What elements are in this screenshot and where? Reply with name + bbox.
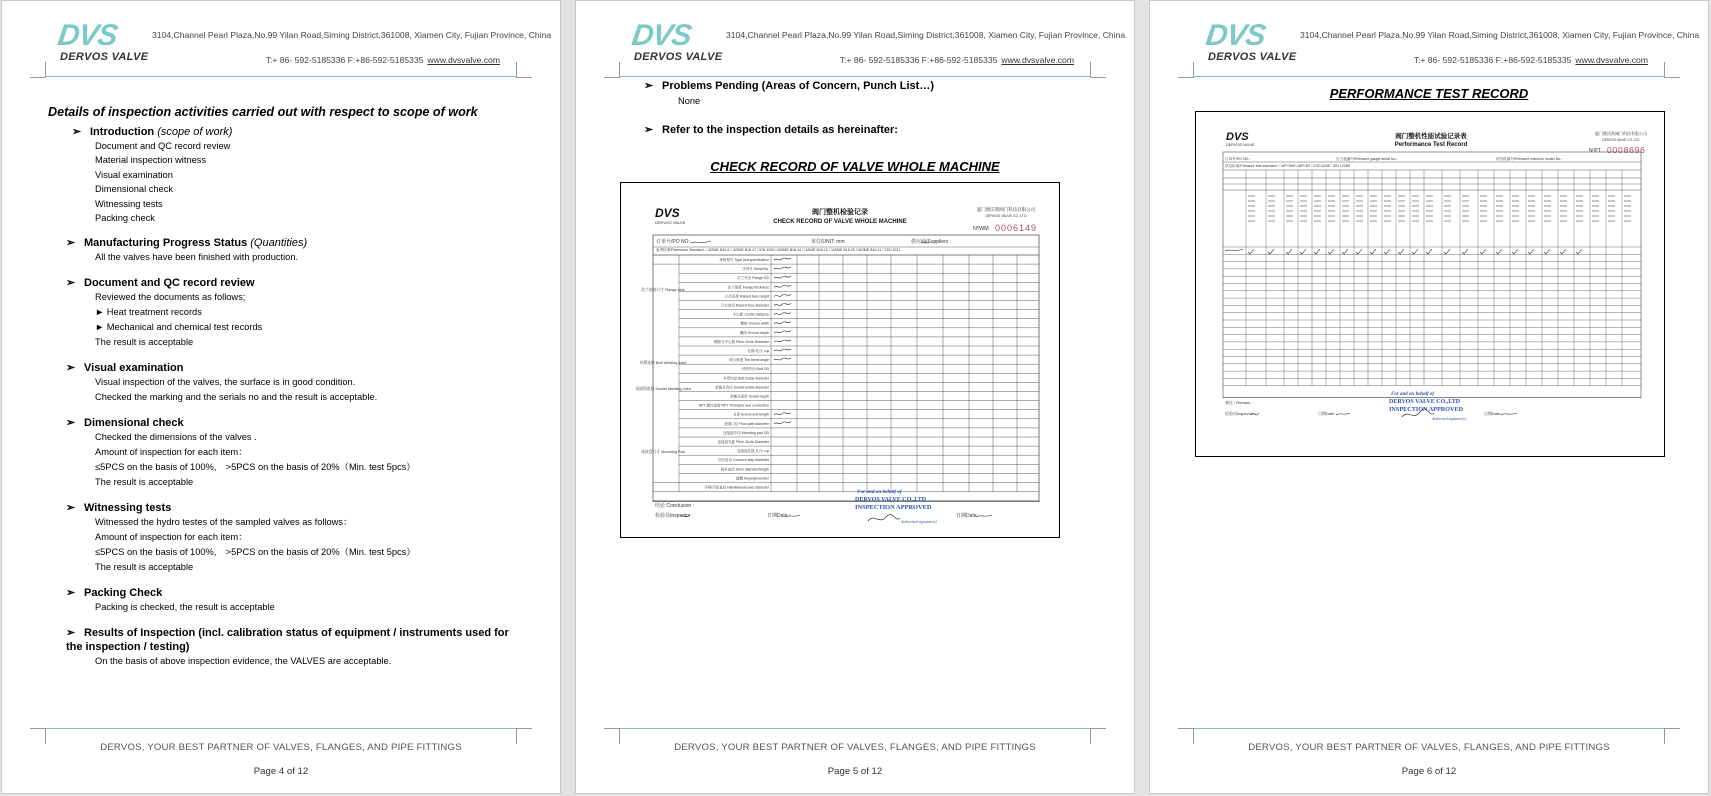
scan-row-label: 槽宽 Groove width (740, 321, 769, 326)
section-results-of-inspection (48, 626, 518, 669)
handwritten-check (1426, 249, 1432, 254)
scan-company-en: DERVOS VALVE CO.,LTD (985, 214, 1027, 218)
logo-mark: DVS (55, 19, 120, 52)
handwritten-check (1576, 249, 1582, 254)
heading-text: Document and QC record review (84, 277, 255, 290)
section-line: Visual examination (95, 169, 173, 180)
handwritten-mark (774, 276, 791, 278)
footer-rule (1194, 728, 1664, 729)
scan-logo-sub: DERVOS VALVE (1226, 143, 1255, 147)
scan-group-pad: 连接盘尺寸 Mounting Pad (641, 450, 685, 454)
refer-heading (644, 123, 1104, 137)
header-tel: T:+ 86- 592-5185336 F:+86-592-5185335 (839, 55, 998, 65)
page-title: Details of inspection activities carried out with respect to scope of work (48, 105, 478, 119)
page-number: Page 6 of 12 (1401, 766, 1457, 777)
section-line: ► Heat treatment records (95, 307, 202, 318)
stamp-line-1: For and on behalf of (1391, 392, 1435, 397)
handwritten-mark (774, 294, 791, 296)
header-rule (620, 76, 1090, 77)
scan-row-label: 槽深 Groove depth (739, 330, 769, 335)
arrow-bullet-icon: ➢ (66, 277, 76, 290)
company-logo (55, 19, 149, 65)
arrow-bullet-icon: ➢ (66, 502, 76, 515)
scan-row-label: 承插孔内径 Socket inside diameter (715, 385, 769, 390)
page-5 (575, 0, 1135, 794)
arrow-bullet-icon: ➢ (644, 80, 654, 92)
page-4-content (48, 105, 518, 669)
handwritten-check (1560, 249, 1566, 254)
page-6 (1149, 0, 1709, 794)
scan-ref-standard: 参考标准/Reference Standard: ☐ASME B16.5 ☐ASME B16.47 ☐EN 1092 ☑ASME B16.34 ☐ASME B16.10 ☐ASME B16.25 ☐ASME B16.11 ☐ISO 5211 (656, 248, 901, 252)
scan-title-en: CHECK RECORD OF VALVE WHOLE MACHINE (773, 219, 907, 225)
handwritten-mark (774, 285, 791, 287)
corner-mark (1664, 62, 1680, 78)
header-website-link[interactable]: www.dvsvalve.com (1575, 55, 1648, 65)
heading-text: Dimensional check (84, 417, 184, 430)
scan-title-en: Performance Test Record (1394, 142, 1468, 148)
scan-date-2: 日期Date : (1484, 411, 1503, 416)
header-website-link[interactable]: www.dvsvalve.com (1001, 55, 1074, 65)
heading-text: Packing Check (84, 587, 163, 600)
performance-test-record-scan (1195, 111, 1665, 457)
handwritten-check (1248, 249, 1254, 254)
corner-mark (1178, 62, 1194, 78)
handwritten-values (1225, 249, 1582, 415)
corner-mark (30, 62, 46, 78)
scan-table-grid (1223, 152, 1641, 398)
arrow-bullet-icon: ➢ (66, 587, 76, 600)
section-line: Packing check (95, 213, 155, 224)
scan-date-2: 日期Date : (956, 513, 980, 519)
scan-title-cn: 阀门整机检验记录 (812, 209, 868, 216)
problems-value: None (678, 96, 701, 106)
scan-row-label: NPT 蟺纹连接 NPT Threaded and connection (698, 403, 769, 408)
scan-border (1223, 152, 1641, 398)
logo-name: DERVOS VALVE (634, 51, 723, 63)
scan-no-label: NºPT (1589, 148, 1601, 154)
header-address: 3104,Channel Pearl Plaza,No.99 Yilan Road,Siming District,361008, Xiamen City, Fujian Province, China (152, 30, 552, 40)
handwritten-check (1356, 249, 1362, 254)
stamp-line-3: INSPECTION APPROVED (855, 504, 932, 511)
scan-logo: DVS (655, 206, 680, 220)
scan-logo-sub: DERVOS VALVE (655, 220, 686, 225)
handwritten-mark (1501, 413, 1517, 415)
stamp-line-4: Authorized signature(s) (901, 520, 937, 524)
scan-row-label: 阀杆直径 Stem diameter/length (720, 467, 769, 472)
handwritten-check (1512, 249, 1518, 254)
heading-text: Introduction (90, 126, 155, 138)
heading-text: Results of Inspection (incl. calibration status of equipment / instruments used for the inspection / testing) (66, 627, 509, 654)
scan-row-label: 键槽 Keyway/number (735, 476, 769, 481)
handwritten-mark (774, 340, 791, 342)
section-line: Checked the marking and the serials no and the result is acceptable. (95, 392, 378, 403)
scan-row-label: 连接盘孔数-孔径 n-φ (736, 449, 769, 454)
logo-name: DERVOS VALVE (60, 51, 149, 63)
scan-border (653, 235, 1039, 502)
section-line: All the valves have been finished with production. (95, 252, 299, 263)
handwritten-mark (774, 349, 791, 351)
scan-row-label: 长度 End-to-end length (733, 412, 769, 417)
scan-row-label: 承插孔深度 Socket depth (730, 394, 769, 399)
handwritten-check (1528, 249, 1534, 254)
handwritten-mark (774, 313, 791, 315)
section-document-review (48, 276, 518, 350)
section-line: Visual inspection of the valves, the surface is in good condition. (95, 377, 356, 388)
section-heading (66, 236, 518, 250)
arrow-bullet-icon: ➢ (66, 417, 76, 430)
handwritten-check (1328, 249, 1334, 254)
section-dimensional-check (48, 416, 518, 490)
handwritten-mark (774, 331, 791, 333)
section-heading (66, 361, 518, 375)
handwritten-mark (774, 258, 791, 260)
heading-text: Visual examination (84, 362, 184, 375)
scan-row-label: 对焊外径 Butt OD (741, 367, 769, 372)
page-5-content (644, 79, 1104, 137)
scan-logo: DVS (1226, 131, 1249, 143)
section-manufacturing-progress (48, 236, 518, 265)
section-line: ≤5PCS on the basis of 100%, >5PCS on the basis of 20%（Min. test 5pcs） (95, 462, 416, 473)
footer-slogan: DERVOS, YOUR BEST PARTNER OF VALVES, FLANGES, AND PIPE FITTINGS (674, 742, 1036, 753)
scan-image (1196, 112, 1664, 456)
scan-date: 日期Date : (767, 513, 791, 519)
section-line: Witnessing tests (95, 198, 163, 209)
scan-title-cn: 阀门整机性能试验记录表 (1395, 133, 1467, 140)
page-number: Page 4 of 12 (253, 766, 309, 777)
stamp-line-4: Authorized signature(s) (1432, 417, 1466, 421)
scan-company-en: DERVOS VALVE CO.,LTD (1602, 138, 1640, 142)
logo-mark: DVS (629, 19, 694, 52)
section-line: ► Mechanical and chemical test records (95, 322, 263, 333)
scan-company-cn: 厦门德沃斯阀门科技有限公司 (976, 207, 1036, 212)
corner-mark (604, 62, 620, 78)
section-line: Reviewed the documents as follows; (95, 292, 246, 303)
arrow-bullet-icon: ➢ (72, 126, 82, 138)
inspection-stamp (855, 489, 938, 524)
handwritten-check (1342, 249, 1348, 254)
header-contact (1414, 55, 1648, 65)
stamp-line-2: DERVOS VALVE CO.,LTD (855, 497, 927, 503)
header-website-link[interactable]: www.dvsvalve.com (427, 55, 500, 65)
scan-row-label: 中心距 Center distance (733, 312, 769, 317)
page-header (576, 1, 1134, 81)
scan-image (621, 183, 1059, 537)
scan-row-label: 规格型号 Type and specification (719, 258, 769, 262)
section-line: ≤5PCS on the basis of 100%, >5PCS on the basis of 20%（Min. test 5pcs） (95, 547, 416, 558)
scan-inspector: 检验员Inspector : (1225, 411, 1256, 416)
section-heading (66, 276, 518, 290)
scan-row-label: 凸台高度 Raised face height (725, 294, 769, 299)
handwritten-mark (774, 413, 791, 415)
stamp-line-3: INSPECTION APPROVED (1389, 406, 1464, 413)
scan-row-label: 连接盘外径 Mounting pad OD (723, 430, 769, 435)
section-line: Document and QC record review (95, 141, 231, 151)
scan-po-label: 订单号/PO NO.: (656, 239, 692, 245)
scan-row-label: 法兰外径 Flange OD (737, 276, 769, 281)
header-address: 3104,Channel Pearl Plaza,No.99 Yilan Road,Siming District,361008, Xiamen City, Fujian Province, China (1300, 30, 1700, 40)
page-4 (1, 0, 561, 794)
handwritten-mark (774, 322, 791, 324)
section-line: Checked the dimensions of the valves . (95, 432, 257, 443)
scan-row-label: 法兰厚度 Flange thickness (727, 285, 769, 290)
handwritten-check (1544, 249, 1550, 254)
scan-po-label: 订单号/PO NO.: (1225, 157, 1251, 161)
header-rule (46, 76, 516, 77)
header-tel: T:+ 86- 592-5185336 F:+86-592-5185335 (265, 55, 424, 65)
inspection-stamp (1389, 392, 1467, 421)
handwritten-check (1398, 249, 1404, 254)
section-line: The result is acceptable (95, 337, 194, 348)
section-heading (66, 501, 518, 515)
handwritten-check (1384, 249, 1390, 254)
scan-row-label: 序列号 Serial No. (742, 267, 769, 272)
heading-text: Witnessing tests (84, 502, 172, 515)
logo-mark: DVS (1203, 19, 1268, 52)
logo-name: DERVOS VALVE (1208, 51, 1297, 63)
footer-slogan: DERVOS, YOUR BEST PARTNER OF VALVES, FLANGES, AND PIPE FITTINGS (1248, 742, 1610, 753)
scan-no-value: 0006149 (995, 223, 1038, 233)
scan-supplier-label: 供应商/Suppliers : (911, 239, 952, 245)
scan-row-label: 流道口径 Flow path diameter (724, 421, 769, 426)
stamp-line-2: DERVOS VALVE CO.,LTD (1389, 399, 1461, 405)
handwritten-check (1496, 249, 1502, 254)
scan-group-flange: 法兰连接尺寸 Flange side (641, 288, 685, 292)
handwritten-mark (774, 267, 791, 269)
handwritten-check (1412, 249, 1418, 254)
scan-row-label: 螺栓孔中心圆 Pitch Circle Diameter (714, 339, 769, 344)
section-heading (66, 586, 518, 600)
record-title: CHECK RECORD OF VALVE WHOLE MACHINE (710, 159, 1000, 174)
company-logo (629, 19, 723, 65)
arrow-bullet-icon: ➢ (66, 627, 76, 640)
scan-row-label: 凹台直径 Concave step diameter (718, 458, 769, 463)
section-introduction (48, 125, 518, 225)
arrow-bullet-icon: ➢ (66, 362, 76, 375)
scan-row-label: 坡口角度 The bevel angle (729, 358, 769, 363)
handwritten-mark (774, 304, 791, 306)
scan-row-label: 对焊内径 Butt inside diameter (723, 376, 769, 381)
section-line: Material inspection witness (95, 155, 207, 166)
handwritten-check (1480, 249, 1486, 254)
handwritten-check (1286, 249, 1292, 254)
section-line: Packing is checked, the result is acceptable (95, 602, 275, 613)
header-tel: T:+ 86- 592-5185336 F:+86-592-5185335 (1413, 55, 1572, 65)
scan-remark: 备注 / Remark : (1225, 400, 1253, 405)
section-line: Witnessed the hydro testes of the sampled valves as follows： (95, 517, 353, 528)
header-contact (266, 55, 500, 65)
page-header (1150, 1, 1708, 81)
page-header (2, 1, 560, 81)
record-title: PERFORMANCE TEST RECORD (1329, 86, 1529, 101)
signature-scribble (868, 514, 900, 521)
scan-inspector: 检验员Inspector : (655, 513, 694, 519)
section-heading (66, 416, 518, 430)
handwritten-mark (774, 422, 791, 424)
scan-company-cn: 厦门德沃斯阀门科技有限公司 (1595, 131, 1647, 136)
section-visual-examination (48, 361, 518, 405)
scan-std-label: 试压标准/Pressure test standard: ☐API 598 ☑API 6D ☐ISO 5208 ☐EN 12266 (1225, 164, 1350, 168)
scan-row-label: 凸台直径 Raised face diameter (720, 303, 769, 308)
scan-row-label: 连接盘孔距 Pitch Circle Diameter (717, 440, 769, 444)
handwritten-check (1268, 249, 1274, 254)
section-heading (48, 626, 518, 654)
section-heading (72, 125, 518, 139)
scan-group-bw: 对焊连接 Butt Welding Joint (639, 361, 687, 365)
footer-slogan: DERVOS, YOUR BEST PARTNER OF VALVES, FLANGES, AND PIPE FITTINGS (100, 742, 462, 753)
section-line: Amount of inspection for each item： (95, 447, 248, 458)
scan-date: 日期Date : (1318, 411, 1337, 416)
handwritten-check (1462, 249, 1468, 254)
section-packing-check (48, 586, 518, 615)
corner-mark (1090, 62, 1106, 78)
header-rule (1194, 76, 1664, 77)
handwritten-check (1370, 249, 1376, 254)
heading-qualifier: (Quantities) (250, 237, 308, 250)
handwritten-mark (691, 241, 711, 243)
heading-qualifier: (scope of work) (157, 126, 233, 138)
section-witnessing-tests (48, 501, 518, 575)
header-address: 3104,Channel Pearl Plaza,No.99 Yilan Road,Siming District,361008, Xiamen City, Fujian Province, China (726, 30, 1126, 40)
heading-text: Problems Pending (Areas of Concern, Punch List…) (662, 80, 934, 92)
handwritten-mark (1225, 249, 1243, 251)
stamp-line-1: For and on behalf of (857, 489, 902, 495)
heading-text: Manufacturing Progress Status (84, 237, 248, 250)
scan-table-grid (653, 235, 1039, 502)
company-logo (1203, 19, 1297, 65)
arrow-bullet-icon: ➢ (66, 237, 76, 250)
scan-no-value: 0008696 (1607, 145, 1646, 155)
footer-rule (620, 728, 1090, 729)
section-line: On the basis of above inspection evidence, the VALVES are acceptable. (95, 656, 392, 667)
valve-check-record-scan (620, 182, 1060, 538)
arrow-bullet-icon: ➢ (644, 124, 654, 136)
scan-row-label: 手柄/手轮直径 Handwheel/Lever diameter (704, 485, 769, 490)
scan-conclusion: 结论 Conclusion : (655, 503, 694, 509)
handwritten-check (1300, 249, 1306, 254)
scan-unit-label: 单位/UNIT: mm (811, 239, 845, 245)
section-line: Amount of inspection for each item： (95, 532, 248, 543)
header-contact (840, 55, 1074, 65)
heading-text: Refer to the inspection details as hereinafter: (662, 124, 898, 136)
corner-mark (516, 62, 532, 78)
section-line: The result is acceptable (95, 477, 194, 488)
scan-group-sw: 承插焊连接 Socket Welding Joint (635, 387, 691, 391)
scan-gauge-label: 压力表编号/Pressure gauge serial No.: (1336, 157, 1398, 161)
handwritten-mark (774, 358, 791, 360)
scan-machine-label: 试压机编号/Pressure machine model No.: (1496, 157, 1563, 161)
handwritten-check (1444, 249, 1450, 254)
page-number: Page 5 of 12 (827, 766, 883, 777)
handwritten-check (1314, 249, 1320, 254)
section-line: The result is acceptable (95, 562, 194, 573)
footer-rule (46, 728, 516, 729)
problems-heading (644, 79, 1104, 93)
scan-row-label: 孔数-孔径 n-φ (747, 349, 769, 353)
section-line: Dimensional check (95, 184, 174, 195)
handwritten-mark (1336, 413, 1350, 415)
scan-no-label: NºWM (973, 226, 989, 232)
